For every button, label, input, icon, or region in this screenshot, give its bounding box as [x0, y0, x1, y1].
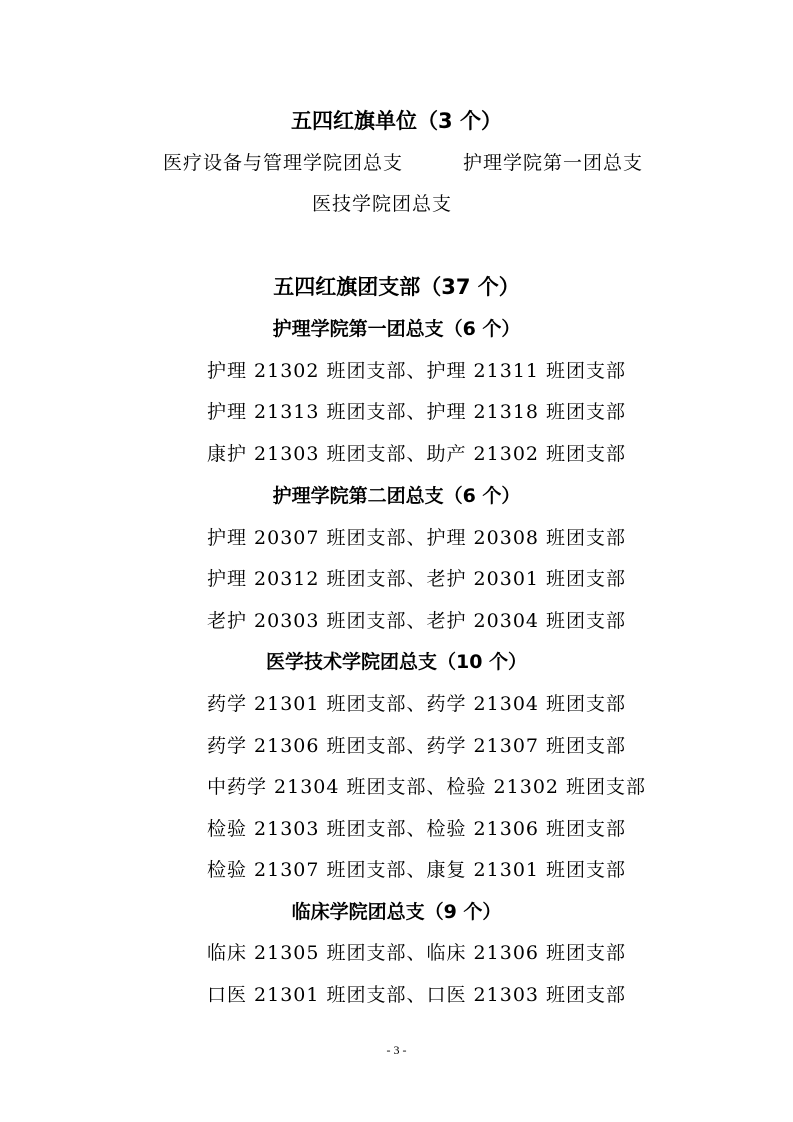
branch-row: 检验 21307 班团支部、康复 21301 班团支部 [207, 859, 627, 881]
branch-row: 口医 21301 班团支部、口医 21303 班团支部 [207, 984, 627, 1006]
unit-item: 医疗设备与管理学院团总支 [163, 152, 404, 174]
group-title: 护理学院第二团总支（6 个） [272, 485, 521, 507]
branch-row: 护理 20312 班团支部、老护 20301 班团支部 [207, 568, 627, 590]
group-title: 护理学院第一团总支（6 个） [272, 318, 521, 340]
group-title: 医学技术学院团总支（10 个） [265, 651, 528, 673]
branch-row: 老护 20303 班团支部、老护 20304 班团支部 [207, 610, 627, 632]
branch-row: 护理 21313 班团支部、护理 21318 班团支部 [207, 401, 627, 423]
unit-item: 医技学院团总支 [312, 193, 453, 215]
units-heading: 五四红旗单位（3 个） [291, 109, 502, 133]
branch-row: 临床 21305 班团支部、临床 21306 班团支部 [207, 942, 627, 964]
branch-row: 康护 21303 班团支部、助产 21302 班团支部 [207, 443, 627, 465]
branch-row: 护理 20307 班团支部、护理 20308 班团支部 [207, 527, 627, 549]
branch-row: 检验 21303 班团支部、检验 21306 班团支部 [207, 818, 627, 840]
unit-item: 护理学院第一团总支 [463, 152, 644, 174]
branch-row: 药学 21306 班团支部、药学 21307 班团支部 [207, 735, 627, 757]
branch-row: 中药学 21304 班团支部、检验 21302 班团支部 [207, 776, 647, 798]
branch-row: 护理 21302 班团支部、护理 21311 班团支部 [207, 360, 627, 382]
group-title: 临床学院团总支（9 个） [291, 901, 502, 923]
page-number: - 3 - [386, 1043, 407, 1057]
branch-row: 药学 21301 班团支部、药学 21304 班团支部 [207, 693, 627, 715]
branches-heading: 五四红旗团支部（37 个） [273, 275, 520, 299]
